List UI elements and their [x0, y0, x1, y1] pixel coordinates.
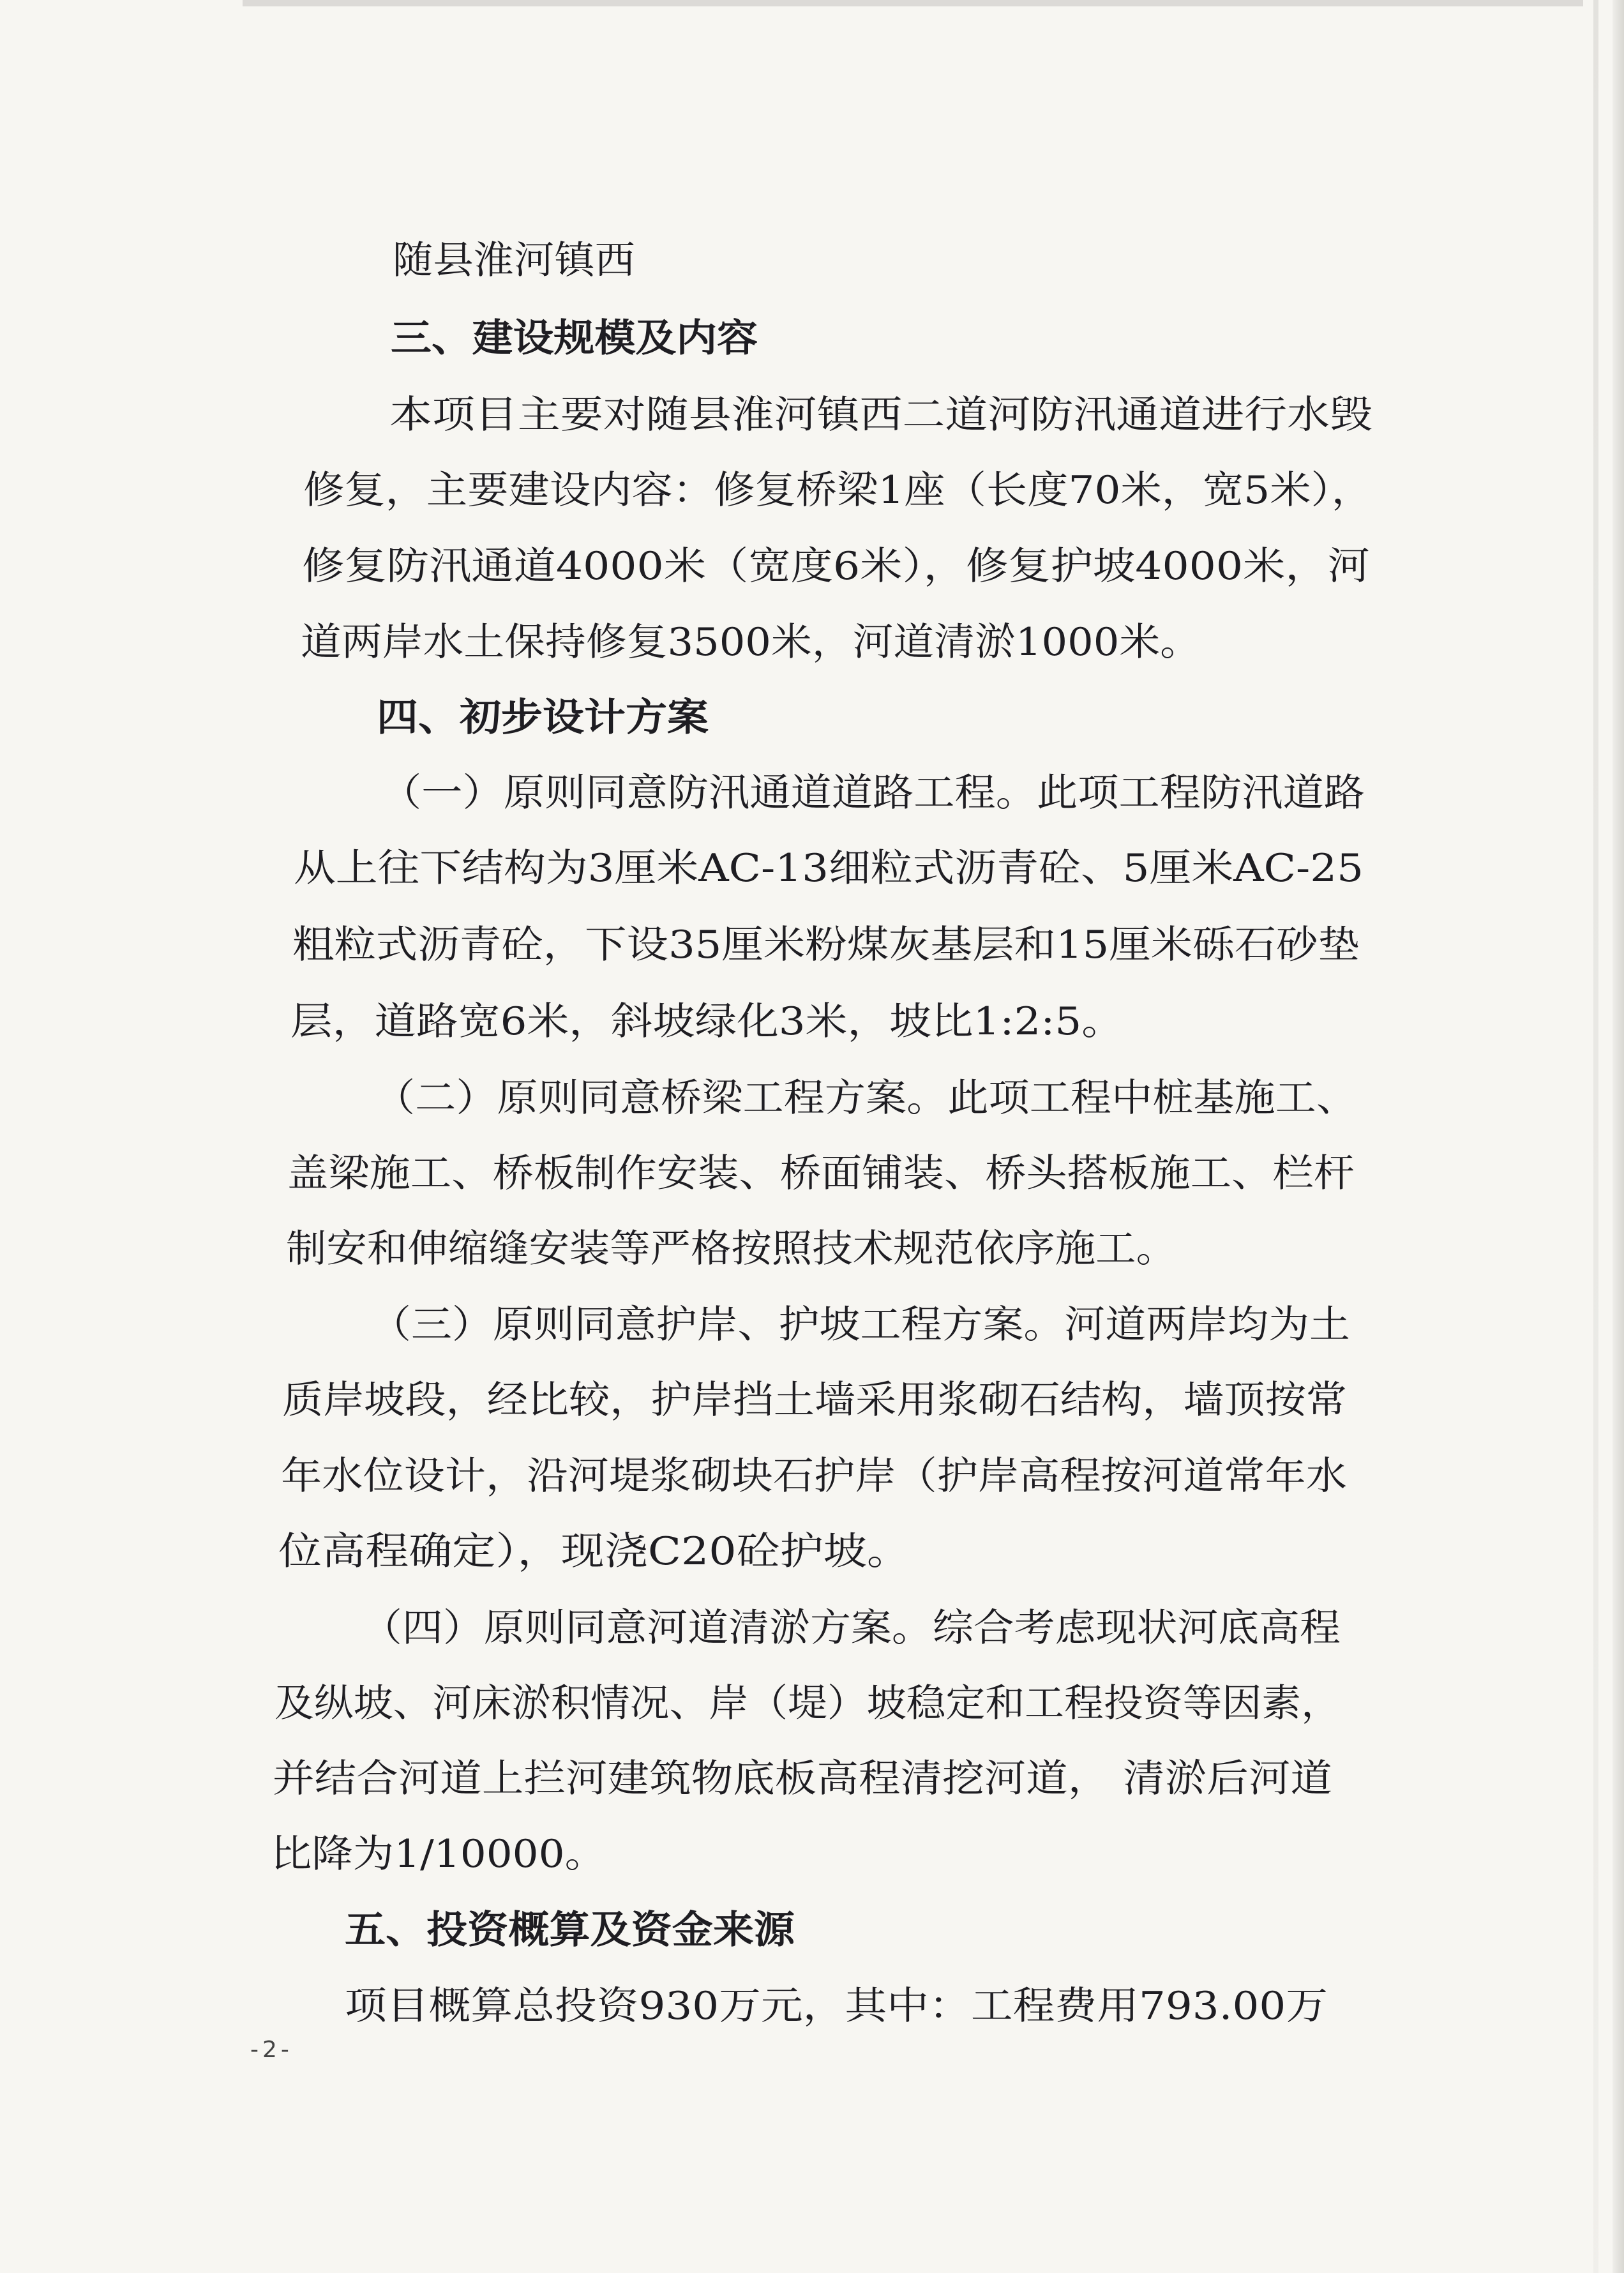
body-line: （三）原则同意护岸、护坡工程方案。河道两岸均为土 — [370, 1303, 1350, 1347]
page-number: -2- — [250, 2037, 293, 2063]
body-line: 随县淮河镇西 — [393, 238, 635, 283]
body-line: 修复，主要建设内容：修复桥梁1座（长度70米，宽5米）， — [303, 468, 1372, 513]
body-line: 修复防汛通道4000米（宽度6米），修复护坡4000米，河 — [302, 544, 1370, 589]
section-heading: 三、建设规模及内容 — [391, 316, 758, 361]
body-line: 质岸坡段，经比较，护岸挡土墙采用浆砌石结构，墙顶按常 — [282, 1378, 1347, 1423]
body-line: （四）原则同意河道清淤方案。综合考虑现状河底高程 — [361, 1606, 1341, 1650]
body-line: 粗粒式沥青砼，下设35厘米粉煤灰基层和15厘米砾石砂垫 — [292, 923, 1360, 967]
body-line: 及纵坡、河床淤积情况、岸（堤）坡稳定和工程投资等因素， — [274, 1681, 1341, 1726]
body-line: 比降为1/10000。 — [271, 1832, 606, 1877]
body-line: 从上往下结构为3厘米AC-13细粒式沥青砼、5厘米AC-25 — [294, 846, 1364, 891]
scan-right-edge — [1613, 0, 1624, 2273]
section-heading: 五、投资概算及资金来源 — [345, 1908, 795, 1952]
scan-page-fold — [1593, 0, 1598, 2273]
body-line: （二）原则同意桥梁工程方案。此项工程中桩基施工、 — [374, 1076, 1357, 1121]
body-line: 项目概算总投资930万元，其中：工程费用793.00万 — [345, 1984, 1328, 2028]
body-line: 道两岸水土保持修复3500米，河道清淤1000米。 — [301, 620, 1201, 665]
body-line: 并结合河道上拦河建筑物底板高程清挖河道， 清淤后河道 — [273, 1756, 1332, 1801]
body-line: 本项目主要对随县淮河镇西二道河防汛通道进行水毁 — [389, 393, 1372, 437]
body-line: 位高程确定），现浇C20砼护坡。 — [278, 1529, 910, 1574]
body-line: 盖梁施工、桥板制作安装、桥面铺装、桥头搭板施工、栏杆 — [287, 1151, 1355, 1196]
body-line: 制安和伸缩缝安装等严格按照技术规范依序施工。 — [286, 1227, 1177, 1271]
scan-top-edge — [243, 0, 1583, 6]
body-line: 年水位设计，沿河堤浆砌块石护岸（护岸高程按河道常年水 — [281, 1454, 1347, 1499]
body-line: （一）原则同意防汛通道道路工程。此项工程防汛道路 — [380, 771, 1365, 815]
body-line: 层，道路宽6米，斜坡绿化3米，坡比1:2:5。 — [290, 999, 1124, 1044]
section-heading: 四、初步设计方案 — [377, 695, 709, 740]
